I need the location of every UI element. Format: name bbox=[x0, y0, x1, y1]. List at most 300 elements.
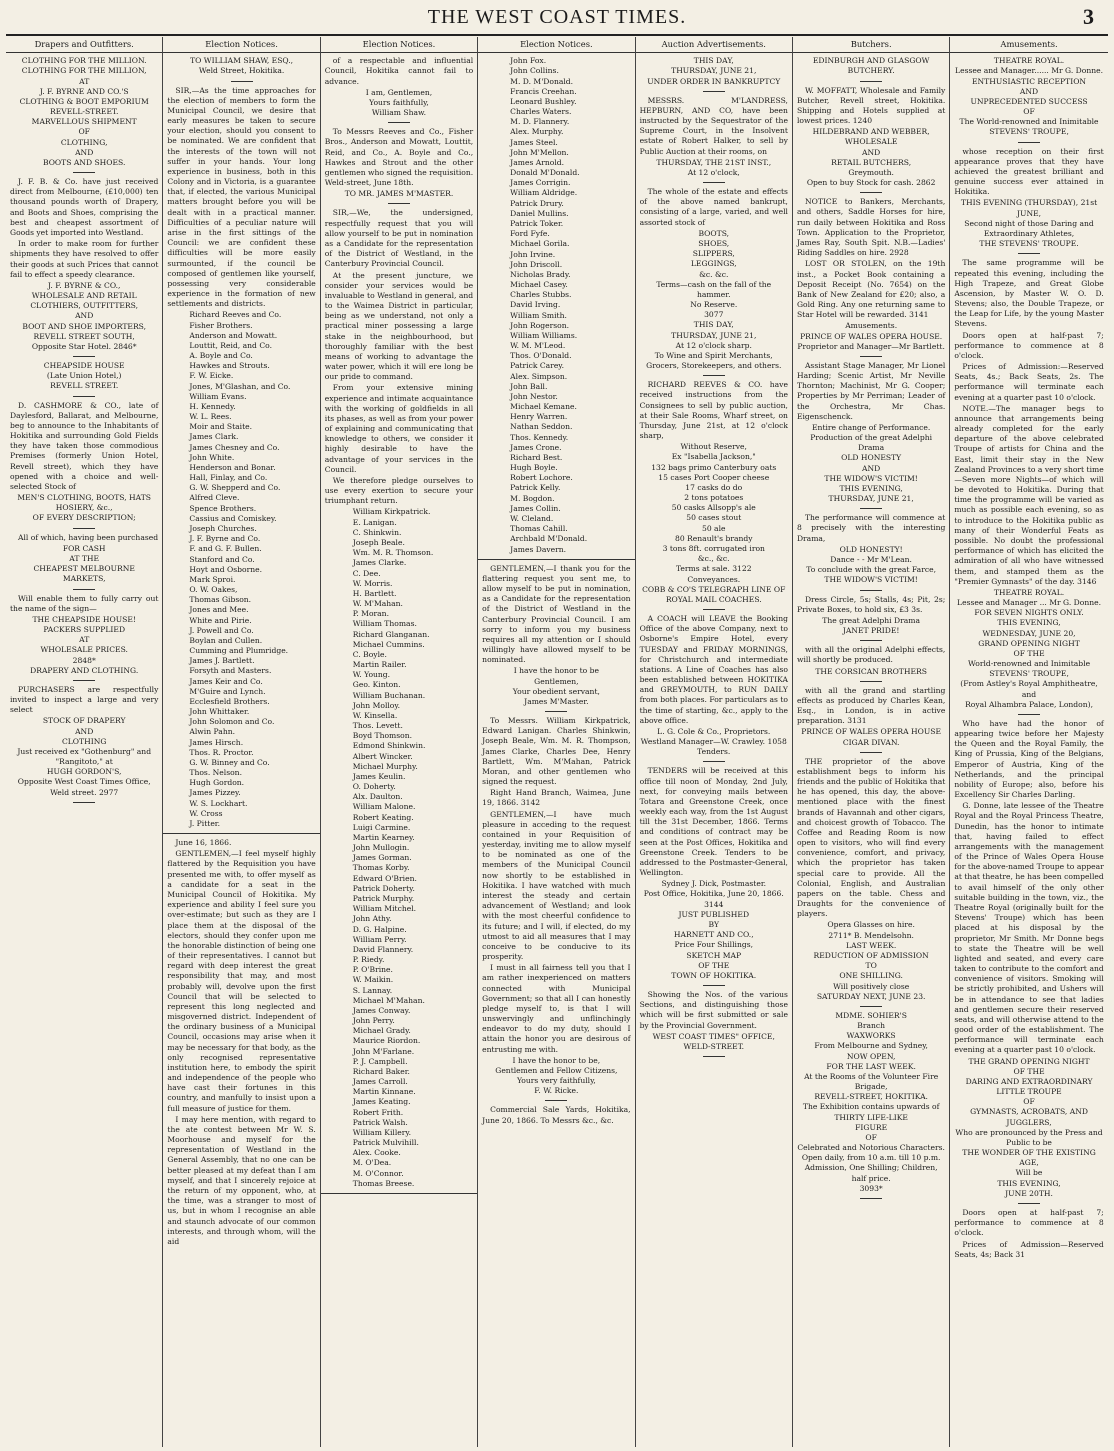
column-header: Amusements. bbox=[950, 37, 1107, 53]
paragraph: with all the grand and startling effects as produced by Charles Kean, Esq., in London, is in active preparation. 3131 bbox=[796, 685, 946, 726]
signatory-name: P. Moran. bbox=[352, 609, 389, 619]
headline-line: STEVENS' TROUPE, bbox=[989, 127, 1069, 137]
headline-line: FIGURE bbox=[855, 1122, 888, 1132]
headline-line: Royal Alhambra Palace, London), bbox=[965, 699, 1094, 709]
headline-line: Price Four Shillings, bbox=[674, 940, 754, 950]
signatory-name: O. W. Oakes, bbox=[189, 585, 238, 595]
signatory-name: John Ball. bbox=[510, 381, 548, 391]
headline-line: Terms—cash on the fall of the hammer. bbox=[656, 279, 772, 299]
centered-lines bbox=[640, 442, 788, 605]
centered-lines bbox=[10, 361, 158, 392]
headline-line: WHOLESALE bbox=[844, 137, 898, 147]
headline-line: CLOTHING, bbox=[60, 137, 108, 147]
short-rule bbox=[703, 761, 725, 762]
signatory-name: Ford Fyfe. bbox=[510, 229, 550, 239]
signatory-name: F. and G. F. Bullen. bbox=[189, 544, 262, 554]
headline-line: Lessee and Manager...... Mr G. Donne. bbox=[955, 66, 1104, 76]
signatory-name: P. O'Brine. bbox=[352, 965, 393, 975]
signatory-name: Thos. Levett. bbox=[352, 721, 403, 731]
signatory-name: Patrick Doherty. bbox=[352, 883, 415, 893]
signatory-name: Robert Keating. bbox=[352, 812, 414, 822]
headline-line: TO WILLIAM SHAW, ESQ., bbox=[190, 56, 294, 66]
centered-lines bbox=[640, 158, 788, 178]
headline-line: FOR THE LAST WEEK. bbox=[826, 1061, 916, 1071]
signatory-name: James Chesney and Co. bbox=[189, 442, 280, 452]
short-rule bbox=[703, 1056, 725, 1057]
headline-line: Weld street. 2977 bbox=[50, 787, 119, 797]
section-rule bbox=[163, 833, 319, 834]
short-rule bbox=[231, 81, 253, 82]
signatory-name: Anderson and Mowatt. bbox=[189, 330, 278, 340]
signatory-name: Wm. M. R. Thomson. bbox=[352, 548, 434, 558]
signatory-name: Thos. Nelson. bbox=[189, 768, 242, 778]
headline-line: HUGH GORDON'S, bbox=[46, 767, 122, 777]
headline-line: CLOTHIERS, OUTFITTERS, bbox=[30, 301, 138, 311]
centered-lines bbox=[797, 616, 945, 636]
signatory-name: Robert Frith. bbox=[352, 1107, 404, 1117]
signatory-name: Patrick Kelly. bbox=[510, 483, 561, 493]
signatory-name: Thomas Breese. bbox=[352, 1178, 415, 1188]
headline-line: Second night of those Daring and Extraordinary Athletes, bbox=[964, 218, 1094, 238]
signatory-name: M'Guire and Lynch. bbox=[189, 686, 266, 696]
headline-line: THIS DAY, bbox=[693, 56, 734, 66]
headline-line: THE WIDOW'S VICTIM! bbox=[824, 473, 918, 483]
signatory-name: David Flannery. bbox=[352, 944, 414, 954]
signatory-name: John Fox. bbox=[510, 56, 547, 66]
signatory-name: Hall, Finlay, and Co. bbox=[189, 473, 268, 483]
headline-line: HOSIERY, &c., bbox=[55, 503, 113, 513]
paragraph: SIR,—As the time approaches for the election of members to form the Municipal Council, we desire that early measures be taken to secure your election, should you consent to be nominated. We are confident that the interests of the town will not suffer in your hands. Your long experience in business, both in this Colony and in Victoria, is a guarantee that, if elected, the various Municipal matters brought before you will be dealt with in a practical manner. Difficulties of a peculiar nature will arise in the first sittings of the Council: we are confident these difficulties will be more easily surmounted, if the council be composed of gentlemen like yourself, possessing very considerable experience in the formation of new settlements and districts. bbox=[167, 85, 316, 309]
signatory-name: W. Cleland. bbox=[510, 513, 554, 523]
paragraph: In order to make room for further shipments they have resolved to offer their goods at such Prices that cannot fail to effect a speedy clearance. bbox=[10, 239, 159, 279]
headline-line: PRINCE OF WALES OPERA HOUSE. bbox=[800, 331, 943, 341]
short-rule bbox=[860, 640, 882, 641]
headline-line: LEGGINGS, bbox=[690, 259, 737, 269]
headline-line: SLIPPERS, bbox=[692, 249, 735, 259]
paragraph: GENTLEMEN,—I feel myself highly flattered by the Requisition you have presented me with, to offer myself as a candidate for a seat in the Municipal Council of Hokitika. My experience and ability I feel sure you over-estimate; but such as they are I place them at the disposal of the electors, should they confer upon me the honorable distinction of being one of their representatives. I cannot but regard with deep interest the great responsibility that may, and most probably will, devolve upon the first Council that will be selected to represent this long neglected and misgoverned district. Independent of the ordinary business of a Municipal Council, occasions may arise when it may be necessary for that body, as the only recognised representative institution here, to embody the spirit and independence of the people who have cast their fortunes in this country, and manfully to insist upon a full measure of justice for them. bbox=[167, 849, 316, 1113]
signatory-name: Patrick Carey. bbox=[510, 361, 565, 371]
signatory-name: Alfred Cleve. bbox=[189, 493, 240, 503]
paragraph: PURCHASERS are respectfully invited to inspect a large and very select bbox=[10, 684, 159, 715]
centered-lines bbox=[325, 88, 473, 119]
column-header: Auction Advertisements. bbox=[636, 37, 792, 53]
column-header: Election Notices. bbox=[163, 37, 319, 53]
paragraph: G. Donne, late lessee of the Theatre Royal and the Royal Princess Theatre, Dunedin, has the honor to intimate that, having failed to effect arrangements with the management of the Prince of Wales Opera House for the above-named Troupe to appear at that theatre, he has been compelled to avail himself of the only other suitable building in the town, viz., the Theatre Royal (originally built for the Stevens' Troupe) which has been placed at his disposal by the proprietor, Mr Smith. Mr Donne begs to state the Theatre will be well lighted and seated, and every care taken to contribute to the comfort and convenience of visitors. Smoking will be strictly prohibited, and Ushers will be in attendance to see that ladies and gentlemen secure their reserved seats, and will otherwise attend to the good order of the establishment. The performance will terminate each evening at a quarter past 10 o'clock. bbox=[954, 801, 1104, 1055]
headline-line: No Reserve. bbox=[690, 300, 738, 310]
signatory-name: John Driscoll. bbox=[510, 259, 563, 269]
headline-line: BOOTS, bbox=[698, 228, 730, 238]
headline-line: Public to be bbox=[1006, 1137, 1052, 1147]
headline-line: JANET PRIDE! bbox=[842, 626, 900, 636]
headline-line: THE GRAND OPENING NIGHT bbox=[968, 1056, 1090, 1066]
headline-line: The World-renowned and Inimitable bbox=[959, 117, 1099, 127]
signatory-name: Moir and Staite. bbox=[189, 422, 253, 432]
headline-line: GYMNASTS, ACROBATS, AND bbox=[970, 1107, 1088, 1117]
signatory-name: John Collins. bbox=[510, 66, 559, 76]
signatory-name: Alex. Murphy. bbox=[510, 127, 564, 137]
paragraph: whose reception on their first appearance proves that they have achieved the greatest brilliant and genuine success ever attained in Hokitika. bbox=[954, 146, 1104, 197]
headline-line: EDINBURGH AND GLASGOW bbox=[812, 56, 930, 66]
signatory-name: Stanford and Co. bbox=[189, 554, 255, 564]
headline-line: The Exhibition contains upwards of bbox=[802, 1102, 940, 1112]
signatory-name: John Athy. bbox=[352, 914, 392, 924]
column-3 bbox=[321, 37, 478, 1447]
headline-line: JUNE 20TH. bbox=[1005, 1188, 1053, 1198]
signatory-name: William Kirkpatrick. bbox=[352, 507, 431, 517]
headline-line: Greymouth. bbox=[848, 167, 894, 177]
short-rule bbox=[860, 681, 882, 682]
signatory-name: Daniel Mullins. bbox=[510, 208, 569, 218]
headline-line: &c. &c. bbox=[699, 269, 729, 279]
headline-line: William Shaw. bbox=[371, 108, 427, 118]
signatory-name: Henderson and Bonar. bbox=[189, 462, 276, 472]
headline-line: To conclude with the great Farce, bbox=[806, 565, 936, 575]
headline-line: PACKERS SUPPLIED bbox=[43, 625, 126, 635]
paragraph: Doors open at half-past 7; performance to commence at 8 o'clock. bbox=[954, 1207, 1104, 1238]
paragraph: SIR,—We, the undersigned, respectfully request that you will allow yourself to be put in nomination as a Candidate for the representation of the District of Westland, in the Canterbury Provincial Council. bbox=[324, 208, 474, 269]
headline-line: THURSDAY, JUNE 21, bbox=[671, 66, 757, 76]
headline-line: Will positively close bbox=[833, 981, 910, 991]
headline-line: "Rangitoto," at bbox=[55, 757, 113, 767]
headline-line: AND bbox=[862, 463, 881, 473]
paragraph: At the present juncture, we consider your services would be invaluable to Westland in general, and to the Waimea District in particular, being as we understand, not only a practical miner possessing a large stake in the neighbourhood, but thoroughly familiar with the best means of working to advantage the water power, which it will ere long be our pride to command. bbox=[324, 270, 474, 382]
headline-line: 132 bags primo Canterbury oats bbox=[651, 462, 777, 472]
headline-line: (Late Union Hotel,) bbox=[46, 371, 122, 381]
signatory-name: W. M'Mahan. bbox=[352, 599, 403, 609]
short-rule bbox=[545, 1100, 567, 1101]
headline-line: Yours faithfully, bbox=[369, 97, 429, 107]
headline-line: Opposite West Coast Times Office, bbox=[17, 777, 151, 787]
signatory-name: Michael Cummins. bbox=[352, 639, 425, 649]
signatory-name: Patrick Mulvihill. bbox=[352, 1138, 419, 1148]
newspaper-title: THE WEST COAST TIMES. bbox=[427, 6, 687, 28]
headline-line: 15 cases Port Cooper cheese bbox=[658, 472, 770, 482]
headline-line: UNDER ORDER IN BANKRUPTCY bbox=[647, 76, 781, 86]
headline-line: THIS DAY, bbox=[693, 320, 734, 330]
column-4 bbox=[478, 37, 635, 1447]
headline-line: CHEAPEST MELBOURNE bbox=[33, 564, 135, 574]
signatory-name: Charles Stubbs. bbox=[510, 290, 572, 300]
headline-line: I am, Gentlemen, bbox=[365, 87, 433, 97]
headline-line: LAST WEEK. bbox=[846, 940, 897, 950]
signatory-name: John Solomon and Co. bbox=[189, 717, 275, 727]
paragraph: Doors open at half-past 7; performance to commence at 8 o'clock. bbox=[954, 330, 1104, 360]
headline-line: OLD HONESTY bbox=[841, 453, 902, 463]
short-rule bbox=[73, 589, 95, 590]
headline-line: PRINCE OF WALES OPERA HOUSE bbox=[801, 727, 942, 737]
signatory-name: G. W. Shepperd and Co. bbox=[189, 483, 281, 493]
headline-line: F. W. Ricke. bbox=[534, 1086, 579, 1096]
signatory-name: W. Cross bbox=[189, 808, 223, 818]
headline-line: AT bbox=[79, 76, 90, 86]
headline-line: WEST COAST TIMES" OFFICE, bbox=[652, 1031, 775, 1041]
paragraph: From your extensive mining experience and intimate acquaintance with the working of goldfields in all its phases, as well as from your power of explaining and communicating that knowledge to others, we consider it highly desirable to have the advantage of your services in the Council. bbox=[324, 383, 474, 474]
centered-lines bbox=[797, 423, 945, 504]
headline-line: STOCK OF DRAPERY bbox=[42, 716, 126, 726]
signatory-name: Ecclesfield Brothers. bbox=[189, 696, 270, 706]
signatory-name: W. Young. bbox=[352, 670, 391, 680]
signatory-name: Charles Waters. bbox=[510, 107, 572, 117]
signatory-name: Maurice Riordon. bbox=[352, 1036, 421, 1046]
signatory-name: M. O'Connor. bbox=[352, 1168, 404, 1178]
headline-line: WEDNESDAY, JUNE 20, bbox=[982, 628, 1076, 638]
signatory-name: Boyd Thomson. bbox=[352, 731, 412, 741]
column-1 bbox=[6, 37, 163, 1447]
headline-line: THE STEVENS' TROUPE. bbox=[979, 239, 1079, 249]
headline-line: World-renowned and Inimitable bbox=[967, 659, 1091, 669]
headline-line: OF bbox=[1023, 1097, 1035, 1107]
short-rule bbox=[73, 356, 95, 357]
headline-line: THEATRE ROYAL. bbox=[993, 56, 1065, 66]
headline-line: OF bbox=[865, 1132, 877, 1142]
signatory-name: M. D. Flannery. bbox=[510, 117, 570, 127]
signatory-name: M. D. M'Donald. bbox=[510, 76, 574, 86]
signatory-name: Thos. O'Donald. bbox=[510, 351, 572, 361]
signatory-name: Cassius and Comiskey. bbox=[189, 513, 277, 523]
centered-lines bbox=[167, 56, 315, 76]
centered-lines bbox=[10, 716, 158, 797]
headline-line: Will be bbox=[1015, 1168, 1043, 1178]
headline-line: &c., &c. bbox=[697, 554, 730, 564]
signatory-name: Forsyth and Masters. bbox=[189, 666, 272, 676]
short-rule bbox=[860, 1198, 882, 1199]
short-rule bbox=[703, 985, 725, 986]
headline-line: STEVENS' TROUPE, bbox=[989, 669, 1069, 679]
signatory-name: William Buchanan. bbox=[352, 690, 426, 700]
signatory-name: James Keir and Co. bbox=[189, 676, 263, 686]
paragraph: with all the original Adelphi effects, will shortly be produced. bbox=[796, 645, 946, 665]
signatory-name: C. Dee. bbox=[352, 568, 381, 578]
headline-line: FOR CASH bbox=[62, 543, 106, 553]
signatory-name: James Corrigin. bbox=[510, 178, 571, 188]
headline-line: Opera Glasses on hire. bbox=[827, 920, 915, 930]
short-rule bbox=[860, 192, 882, 193]
paragraph: LOST OR STOLEN, on the 19th inst., a Pocket Book containing a Deposit Receipt (No. 7654) on the Bank of New Zealand for £20; also, a Gold Ring. Any one returning same to Star Hotel will be rewarded. 3141 bbox=[796, 259, 946, 320]
signatory-name: Richard Best. bbox=[510, 452, 563, 462]
signatory-name: H. Bartlett. bbox=[352, 588, 397, 598]
signatory-name: C. Shinkwin. bbox=[352, 527, 402, 537]
headline-line: OF THE bbox=[698, 960, 730, 970]
paragraph: I may here mention, with regard to the ate contest between Mr W. S. Moorhouse and myself for the representation of Westland in the General Assembly, that no one can be better pleased at my defeat than I am myself, and that I sincerely rejoice at the return of my opponent, who, at the time, was a stranger to most of us, but in whom I recognise an able and staunch advocate of our common interests, and through whom, will the aid bbox=[167, 1114, 316, 1246]
signatory-name: F. W. Eicke. bbox=[189, 371, 234, 381]
centered-lines bbox=[954, 1057, 1103, 1199]
headline-line: From Melbourne and Sydney, bbox=[814, 1041, 928, 1051]
short-rule bbox=[73, 172, 95, 173]
signatory-name: Michael Kemane. bbox=[510, 402, 577, 412]
paragraph: W. MOFFATT, Wholesale and Family Butcher, Revell street, Hokitika. Shipping and Hotels supplied at lowest prices. 1240 bbox=[796, 85, 946, 126]
signatory-name: Thos. R. Proctor. bbox=[189, 747, 254, 757]
headline-line: WAXWORKS bbox=[846, 1031, 896, 1041]
headline-line: OF THE bbox=[1013, 648, 1045, 658]
signatory-name: William Perry. bbox=[352, 934, 407, 944]
headline-line: AND bbox=[75, 147, 94, 157]
short-rule bbox=[703, 375, 725, 376]
signatory-name: Albert Wincker. bbox=[352, 751, 413, 761]
signatory-name: John M'Mellon. bbox=[510, 147, 569, 157]
signatory-name: Richard Glanganan. bbox=[352, 629, 430, 639]
signatory-name: Michael Casey. bbox=[510, 280, 568, 290]
signatory-name: James Arnold. bbox=[510, 157, 565, 167]
column-5 bbox=[636, 37, 793, 1447]
paragraph: Prices of Admission:—Reserved Seats, 4s.; Back Seats, 2s. The performance will terminate each evening at a quarter past 10 o'clock. bbox=[954, 362, 1104, 402]
short-rule bbox=[73, 396, 95, 397]
signatory-name: M. Bogdon. bbox=[510, 493, 555, 503]
headline-line: J. F. BYRNE & CO., bbox=[47, 280, 121, 290]
signatory-name: James Davern. bbox=[510, 544, 567, 554]
signatory-name: John Rogerson. bbox=[510, 320, 570, 330]
centered-lines bbox=[797, 667, 945, 677]
signatory-name: W. Kinsella. bbox=[352, 710, 398, 720]
headline-line: CLOTHING & BOOT EMPORIUM bbox=[19, 96, 149, 106]
headline-line: Gentlemen, bbox=[534, 676, 579, 686]
short-rule bbox=[860, 590, 882, 591]
column-header: Drapers and Outfitters. bbox=[6, 37, 162, 53]
paragraph: MESSRS. M'LANDRESS, HEPBURN, AND CO, have been instructed by the Sequestrator of the Supreme Court, in the Insolvent estate of Robert Halker, to sell by Public Auction at their rooms, on bbox=[639, 95, 788, 156]
signatory-name: D. G. Halpine. bbox=[352, 924, 407, 934]
headline-line: REVELL-STREET, HOKITIKA. bbox=[814, 1092, 928, 1102]
centered-lines bbox=[797, 1011, 945, 1194]
headline-line: CLOTHING bbox=[61, 736, 107, 746]
centered-lines bbox=[10, 281, 158, 352]
headline-line: Post Office, Hokitika, June 20, 1866. 3144 bbox=[643, 889, 784, 909]
masthead-rule bbox=[6, 34, 1108, 36]
headline-line: THIRTY LIFE-LIKE bbox=[834, 1112, 908, 1122]
short-rule bbox=[1018, 714, 1040, 715]
signatory-name: Donald M'Donald. bbox=[510, 168, 580, 178]
headline-line: BOOTS AND SHOES. bbox=[42, 157, 126, 167]
signatory-name: Spence Brothers. bbox=[189, 503, 257, 513]
signatory-name: Hawkes and Strouts. bbox=[189, 361, 270, 371]
headline-line: SHOES, bbox=[698, 239, 730, 248]
signatory-name: Thomas Korby. bbox=[352, 863, 410, 873]
headline-line: JUST PUBLISHED bbox=[678, 909, 750, 919]
headline-line: HILDEBRAND AND WEBBER, bbox=[812, 127, 930, 137]
headline-line: DARING AND EXTRAORDINARY bbox=[965, 1076, 1093, 1086]
headline-line: SATURDAY NEXT, JUNE 23. bbox=[816, 991, 926, 1001]
signatory-name: William Smith. bbox=[510, 310, 567, 320]
short-rule bbox=[703, 91, 725, 92]
signatory-list bbox=[167, 310, 315, 829]
signatory-list bbox=[325, 507, 473, 1189]
headline-line: BY bbox=[708, 920, 719, 929]
signatory-name: O. Doherty. bbox=[352, 782, 396, 792]
signatory-name: Nicholas Brady. bbox=[510, 269, 571, 279]
signatory-name: John Nestor. bbox=[510, 391, 558, 401]
signatory-name: Thomas Gibson. bbox=[189, 595, 252, 605]
headline-line: REVELL STREET SOUTH, bbox=[33, 331, 135, 341]
headline-line: I have the honor to be, bbox=[512, 1055, 601, 1065]
headline-line: Open daily, from 10 a.m. till 10 p.m. bbox=[801, 1153, 941, 1163]
paragraph: Who have had the honor of appearing twice before her Majesty the Queen and the Royal Family, the King of Prussia, King of the Belgians, Emperor of Austria, King of the Netherlands, and the principal nobility of Europe; also, before his Excellency Sir Charles Darling. bbox=[954, 718, 1104, 800]
headline-line: WHOLESALE AND RETAIL bbox=[31, 291, 137, 301]
headline-line: At 12 o'clock, bbox=[687, 167, 740, 177]
headline-line: RETAIL BUTCHERS, bbox=[831, 157, 912, 167]
paragraph: Will enable them to fully carry out the name of the sign— bbox=[10, 593, 159, 613]
short-rule bbox=[703, 609, 725, 610]
paragraph: The whole of the estate and effects of the above named bankrupt, consisting of a large, varied, and well assorted stock of bbox=[639, 187, 788, 227]
paragraph: RICHARD REEVES & CO. have received instructions from the Consignees to sell by public auction, at their Sale Rooms, Wharf street, on Thursday, June 21st, at 12 o'clock sharp, bbox=[639, 380, 788, 441]
signatory-name: William Malone. bbox=[352, 802, 416, 812]
signatory-name: Patrick Walsh. bbox=[352, 1117, 408, 1127]
signatory-name: H. Kennedy. bbox=[189, 401, 236, 411]
headline-line: Gentlemen and Fellow Citizens, bbox=[495, 1065, 618, 1075]
signatory-name: Martin Kinnane. bbox=[352, 1087, 416, 1097]
headline-line: 3077 bbox=[704, 310, 724, 320]
signatory-name: Jones, M'Glashan, and Co. bbox=[189, 381, 291, 391]
column-6 bbox=[793, 37, 950, 1447]
centered-lines bbox=[797, 545, 945, 586]
signatory-name: John Mullogin. bbox=[352, 843, 410, 853]
headline-line: MARKETS, bbox=[62, 574, 106, 584]
signatory-name: W. Maikin. bbox=[352, 975, 394, 985]
signatory-name: William Williams. bbox=[510, 330, 578, 340]
centered-lines bbox=[325, 189, 473, 199]
headline-line: AT bbox=[79, 635, 90, 645]
paragraph: Showing the Nos. of the various Sections, and distinguishing those which will be first submitted or sale by the Provincial Government. bbox=[639, 990, 788, 1030]
headline-line: I have the honor to be bbox=[513, 666, 599, 676]
short-rule bbox=[1018, 1203, 1040, 1204]
centered-lines bbox=[797, 321, 945, 352]
signatory-name: W. M. M'Leod. bbox=[510, 341, 566, 351]
headline-line: Proprietor and Manager—Mr Bartlett. bbox=[797, 341, 945, 351]
paragraph: We therefore pledge ourselves to use every exertion to secure your triumphant return. bbox=[324, 475, 474, 506]
signatory-name: John Molloy. bbox=[352, 700, 401, 710]
signatory-name: G. W. Binney and Co. bbox=[189, 757, 270, 767]
headline-line: MDME. SOHIER'S bbox=[835, 1010, 907, 1020]
headline-line: 17 casks do do bbox=[685, 482, 743, 492]
centered-lines bbox=[640, 727, 788, 758]
headline-line: BOOT AND SHOE IMPORTERS, bbox=[22, 321, 147, 331]
signatory-name: Alwin Pahn. bbox=[189, 727, 236, 737]
paragraph: Assistant Stage Manager, Mr Lionel Harding; Scenic Artist, Mr Neville Thornton; Machinist, Mr G. Cooper; Properties by Mr Perriman; Leader of the Orchestra, Mr Chas. Eigenschenck. bbox=[796, 360, 946, 421]
paragraph: I must in all fairness tell you that I am rather inexperienced on matters connected with Municipal Government; so that all I can honestly pledge myself to, is that I will unswervingly and unflinchingly endeavor to do my duty, should I attain the honor you are desirous of entrusting me with. bbox=[482, 963, 631, 1054]
centered-lines bbox=[640, 1032, 788, 1052]
signatory-name: Thos. Kennedy. bbox=[510, 432, 569, 442]
headline-line: OF bbox=[1023, 107, 1035, 117]
signatory-name: James Steel. bbox=[510, 137, 558, 147]
signatory-name: William Mitchel. bbox=[352, 904, 417, 914]
signatory-name: James Hirsch. bbox=[189, 737, 244, 747]
centered-lines bbox=[10, 493, 158, 524]
headline-line: CLOTHING FOR THE MILLION. bbox=[21, 56, 147, 66]
headline-line: THE CHEAPSIDE HOUSE! bbox=[32, 614, 136, 624]
headline-line: 2711* B. Mendelsohn. bbox=[828, 930, 914, 940]
centered-lines bbox=[797, 127, 945, 188]
headline-line: 50 cases stout bbox=[686, 513, 742, 523]
short-rule bbox=[388, 203, 410, 204]
headline-line: Sydney J. Dick, Postmaster. bbox=[661, 879, 767, 889]
paragraph: Commercial Sale Yards, Hokitika, June 20, 1866. To Messrs &c., &c. bbox=[482, 1105, 631, 1125]
headline-line: Terms at sale. 3122 bbox=[675, 564, 752, 574]
signatory-name: James Conway. bbox=[352, 1005, 411, 1015]
signatory-name: Francis Creehan. bbox=[510, 86, 577, 96]
headline-line: Lessee and Manager ... Mr G. Donne. bbox=[957, 598, 1102, 608]
headline-line: Amusements. bbox=[845, 321, 898, 331]
signatory-name: Edward O'Brien. bbox=[352, 873, 417, 883]
paragraph: J. F. B. & Co. have just received direct from Melbourne, (£10,000) ten thousand pounds worth of Drapery, and Boots and Shoes, comprising the best and cheapest assortment of Goods yet imported into Westland. bbox=[10, 177, 159, 237]
headline-line: 2 tons potatoes bbox=[684, 493, 744, 503]
short-rule bbox=[545, 711, 567, 712]
signatory-name: Luigi Carmine. bbox=[352, 822, 411, 832]
short-rule bbox=[860, 356, 882, 357]
short-rule bbox=[73, 528, 95, 529]
headline-line: 3093* bbox=[859, 1183, 883, 1193]
signatory-name: James Keulin. bbox=[352, 771, 406, 781]
signatory-name: James Pizzey. bbox=[189, 788, 241, 798]
columns-container bbox=[6, 37, 1108, 1447]
signatory-name: Hugh Gordon. bbox=[189, 778, 245, 788]
headline-line: Weld Street, Hokitika. bbox=[198, 66, 285, 76]
